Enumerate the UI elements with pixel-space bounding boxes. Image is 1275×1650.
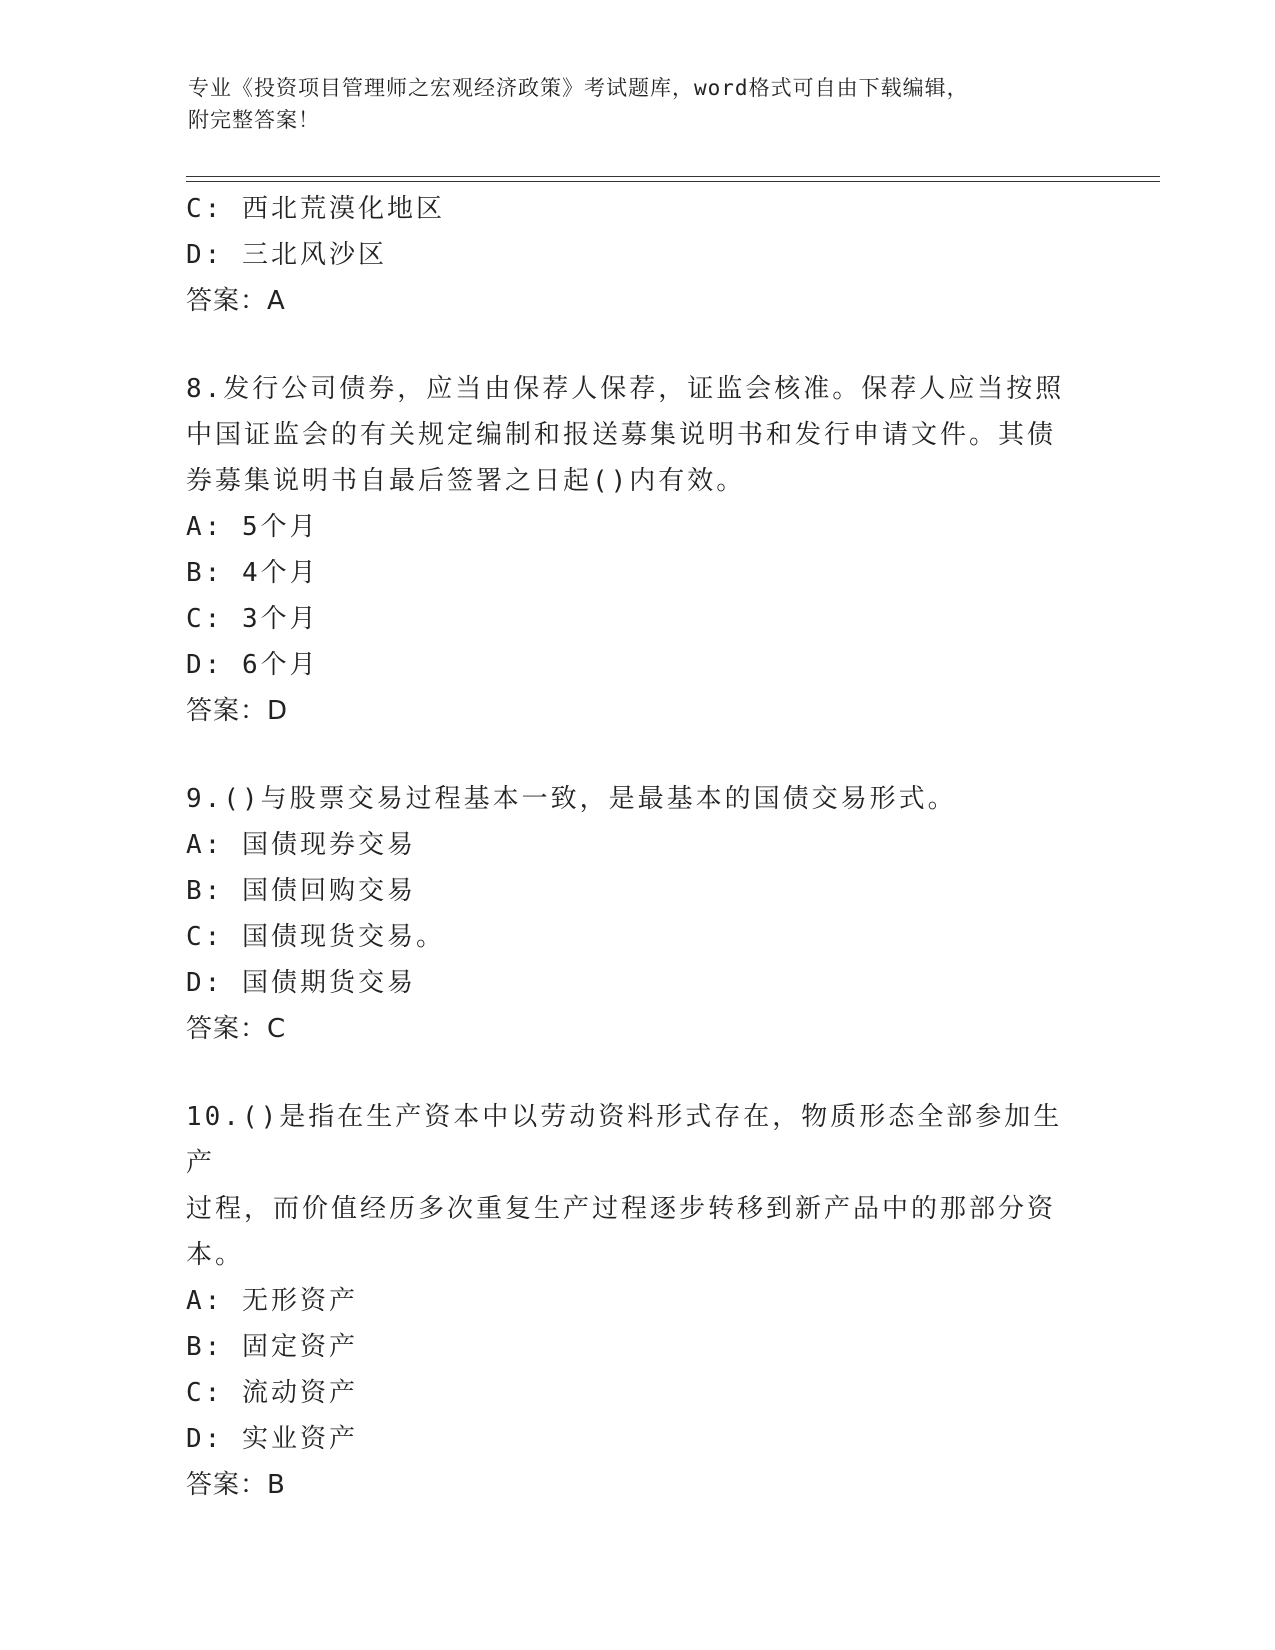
answer: 答案：A — [186, 286, 286, 316]
option-b: B: 国债回购交易 — [186, 876, 416, 906]
header-divider-bottom — [186, 181, 1160, 182]
option-a: A: 国债现券交易 — [186, 830, 416, 860]
question-fragment — [186, 186, 1086, 324]
question-9 — [186, 776, 1086, 1052]
option-d: D: 国债期货交易 — [186, 968, 416, 998]
option-b: B: 固定资产 — [186, 1332, 358, 1362]
question-10 — [186, 1094, 1086, 1508]
answer: 答案：C — [186, 1014, 287, 1044]
option-a: A: 5个月 — [186, 512, 319, 542]
header-line-2: 附完整答案！ — [188, 108, 320, 132]
option-b: B: 4个月 — [186, 558, 319, 588]
option-d: D: 6个月 — [186, 650, 319, 680]
option-d: D: 三北风沙区 — [186, 240, 387, 270]
option-a: A: 无形资产 — [186, 1286, 358, 1316]
option-d: D: 实业资产 — [186, 1424, 358, 1454]
header-divider-top — [186, 176, 1160, 177]
document-header — [188, 72, 1088, 136]
answer: 答案：B — [186, 1470, 286, 1500]
option-c: C: 3个月 — [186, 604, 319, 634]
header-line-1: 专业《投资项目管理师之宏观经济政策》考试题库，word格式可自由下载编辑， — [188, 76, 969, 100]
question-text-line: 9.()与股票交易过程基本一致，是最基本的国债交易形式。 — [186, 784, 957, 814]
question-text-line: 8.发行公司债券，应当由保荐人保荐，证监会核准。保荐人应当按照 — [186, 374, 1065, 404]
option-c: C: 流动资产 — [186, 1378, 358, 1408]
question-text-line: 本。 — [186, 1240, 245, 1270]
document-body — [186, 186, 1086, 1508]
question-text-line: 中国证监会的有关规定编制和报送募集说明书和发行申请文件。其债 — [186, 420, 1057, 450]
option-c: C: 西北荒漠化地区 — [186, 194, 445, 224]
question-text-line: 券募集说明书自最后签署之日起()内有效。 — [186, 466, 746, 496]
answer: 答案：D — [186, 696, 289, 726]
question-text-line: 过程，而价值经历多次重复生产过程逐步转移到新产品中的那部分资 — [186, 1194, 1057, 1224]
option-c: C: 国债现货交易。 — [186, 922, 445, 952]
question-8 — [186, 366, 1086, 734]
question-text-line: 10.()是指在生产资本中以劳动资料形式存在，物质形态全部参加生产 — [186, 1102, 1063, 1178]
